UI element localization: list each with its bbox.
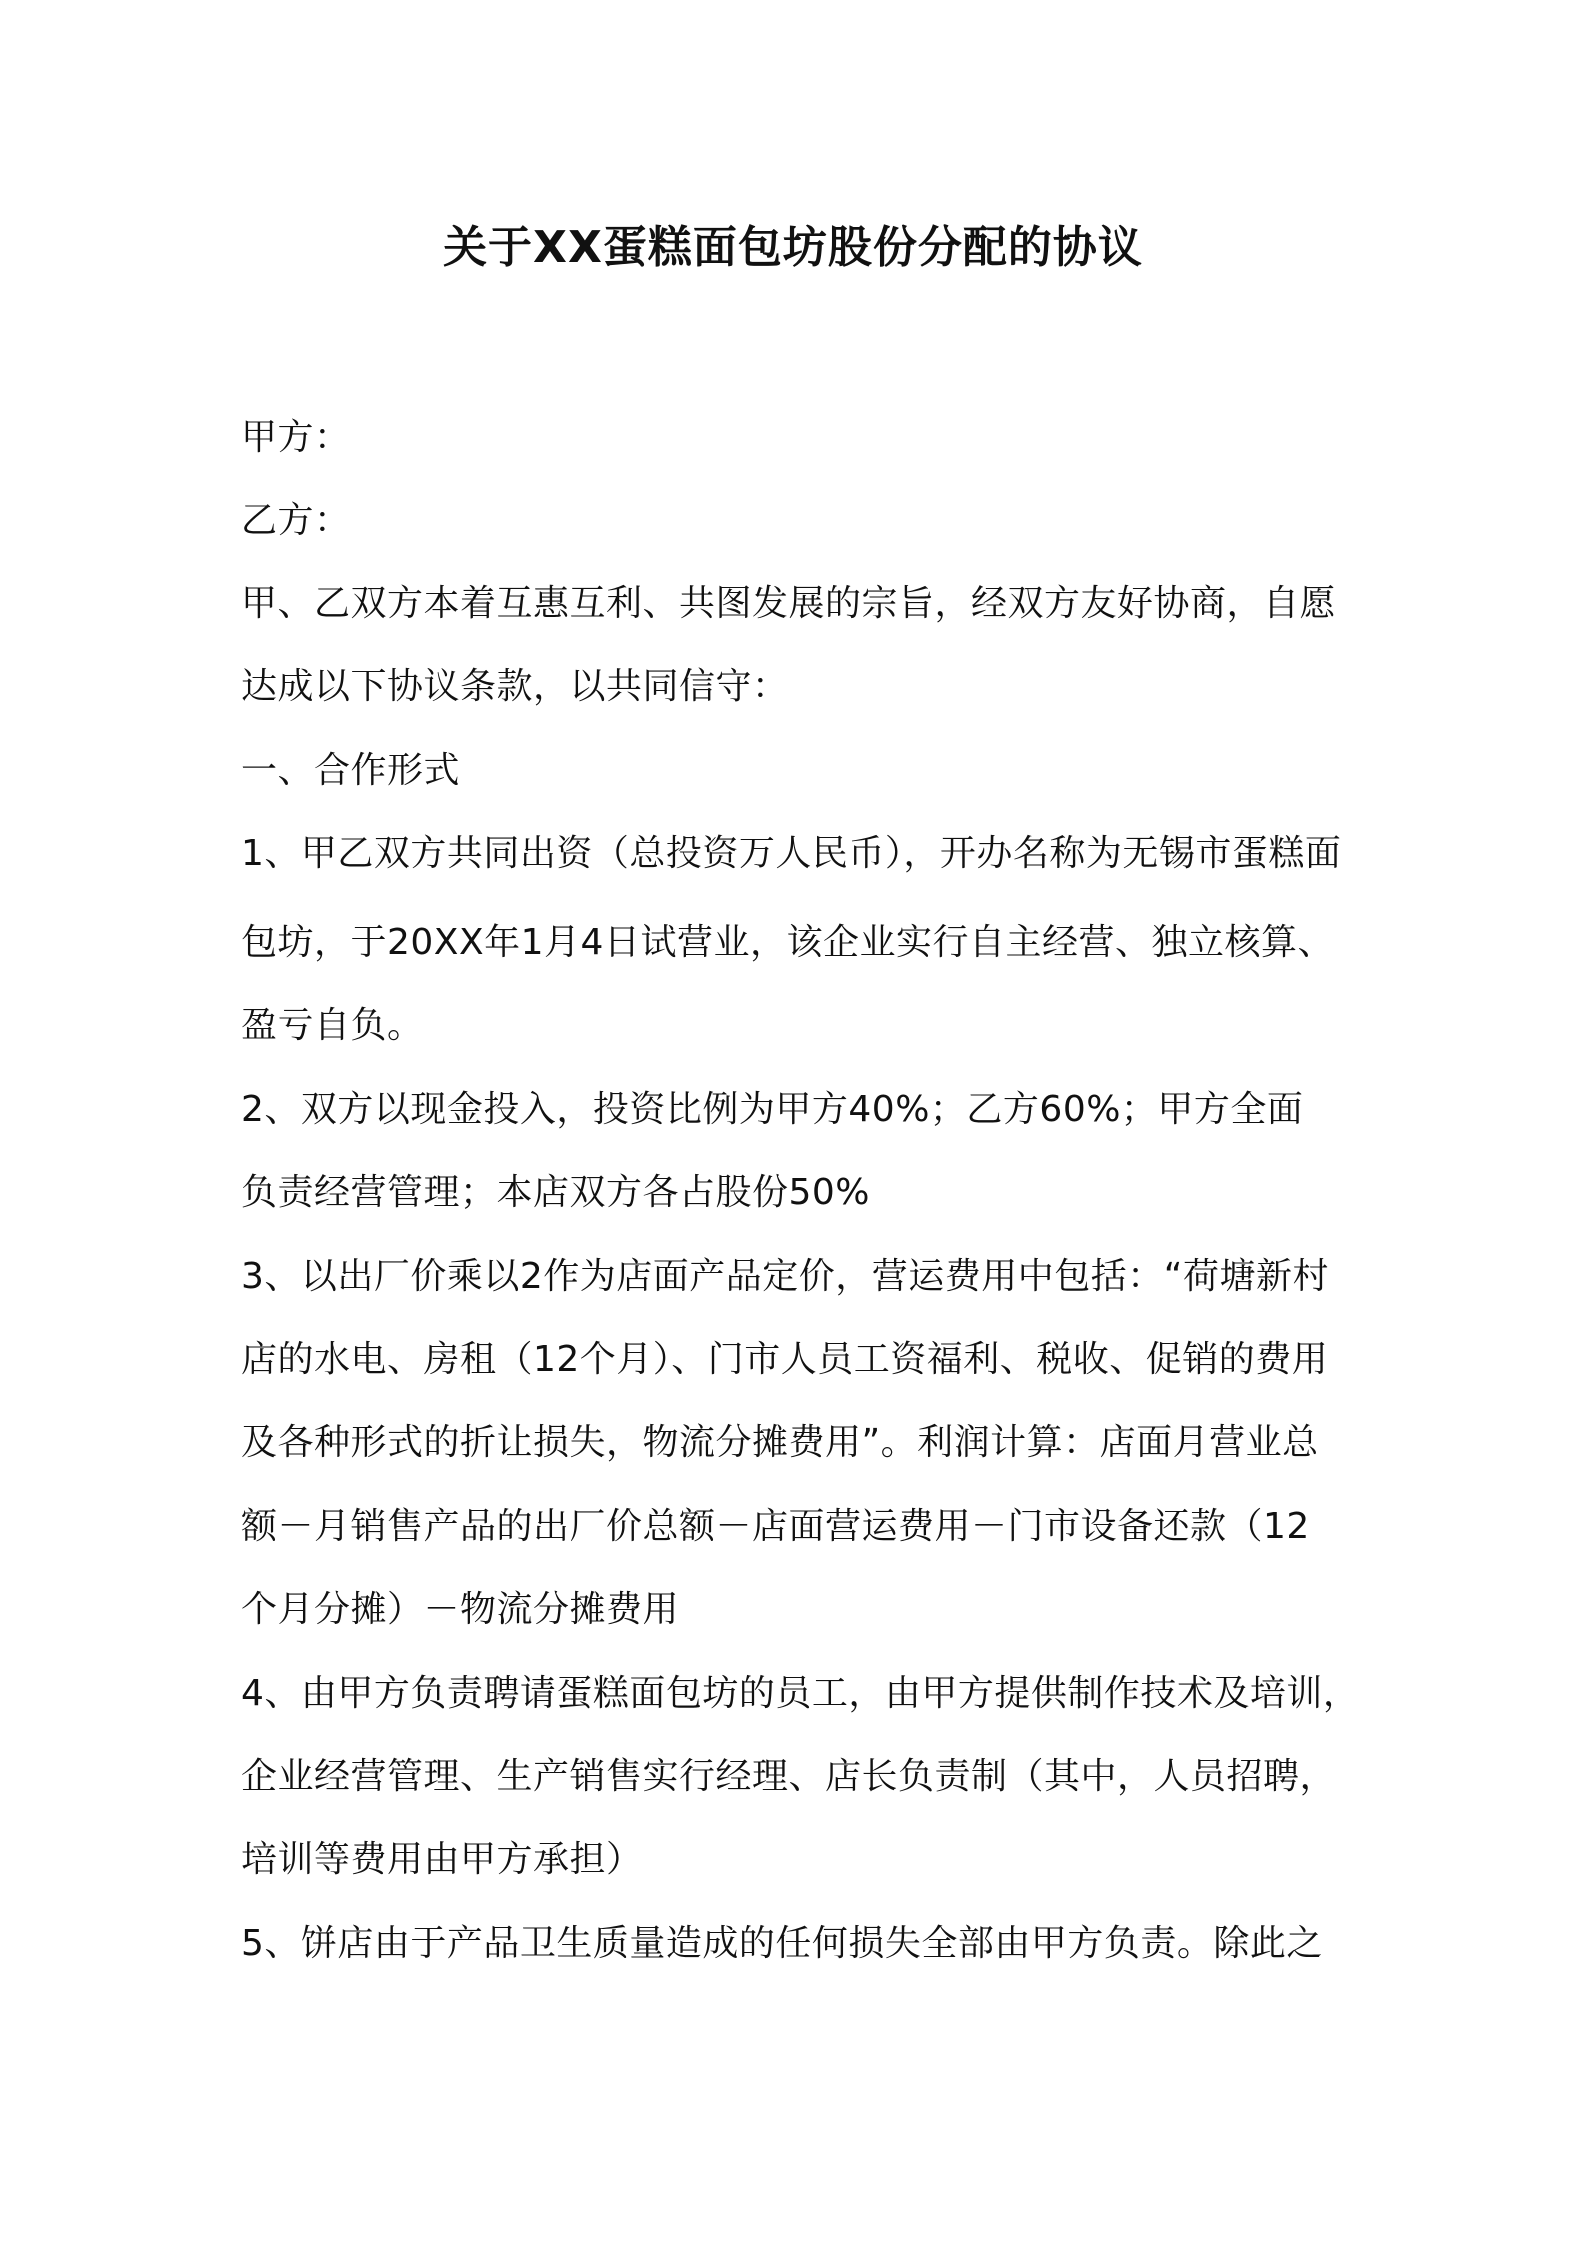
clause-4-line-3: 培训等费用由甲方承担） <box>241 1839 643 1880</box>
clause-2-line-1: 2、双方以现金投入，投资比例为甲方40%；乙方60%；甲方全面 <box>241 1089 1304 1130</box>
clause-5-line-1: 5、饼店由于产品卫生质量造成的任何损失全部由甲方负责。除此之 <box>241 1923 1323 1964</box>
party-b-line: 乙方： <box>241 500 351 541</box>
clause-1-line-2: 包坊，于20XX年1月4日试营业，该企业实行自主经营、独立核算、 <box>241 922 1334 963</box>
clause-1-line-3: 盈亏自负。 <box>241 1005 424 1046</box>
document-title: 关于XX蛋糕面包坊股份分配的协议 <box>443 222 1143 273</box>
party-a-line: 甲方： <box>241 417 351 458</box>
preamble-line-1: 甲、乙双方本着互惠互利、共图发展的宗旨，经双方友好协商，自愿 <box>241 583 1337 624</box>
clause-3-line-5: 个月分摊）－物流分摊费用 <box>241 1589 680 1630</box>
clause-4-line-2: 企业经营管理、生产销售实行经理、店长负责制（其中，人员招聘， <box>241 1756 1337 1797</box>
clause-4-line-1: 4、由甲方负责聘请蛋糕面包坊的员工，由甲方提供制作技术及培训， <box>241 1673 1360 1714</box>
section-heading-cooperation: 一、合作形式 <box>241 750 461 791</box>
clause-3-line-3: 及各种形式的折让损失，物流分摊费用”。利润计算：店面月营业总 <box>241 1422 1319 1463</box>
clause-3-line-1: 3、以出厂价乘以2作为店面产品定价，营运费用中包括：“荷塘新村 <box>241 1256 1329 1297</box>
clause-3-line-2: 店的水电、房租（12个月）、门市人员工资福利、税收、促销的费用 <box>241 1339 1329 1380</box>
clause-2-line-2: 负责经营管理；本店双方各占股份50% <box>241 1172 871 1213</box>
clause-3-line-4: 额－月销售产品的出厂价总额－店面营运费用－门市设备还款（12 <box>241 1506 1310 1547</box>
clause-1-line-1: 1、甲乙双方共同出资（总投资万人民币），开办名称为无锡市蛋糕面 <box>241 833 1342 874</box>
preamble-line-2: 达成以下协议条款，以共同信守： <box>241 666 789 707</box>
